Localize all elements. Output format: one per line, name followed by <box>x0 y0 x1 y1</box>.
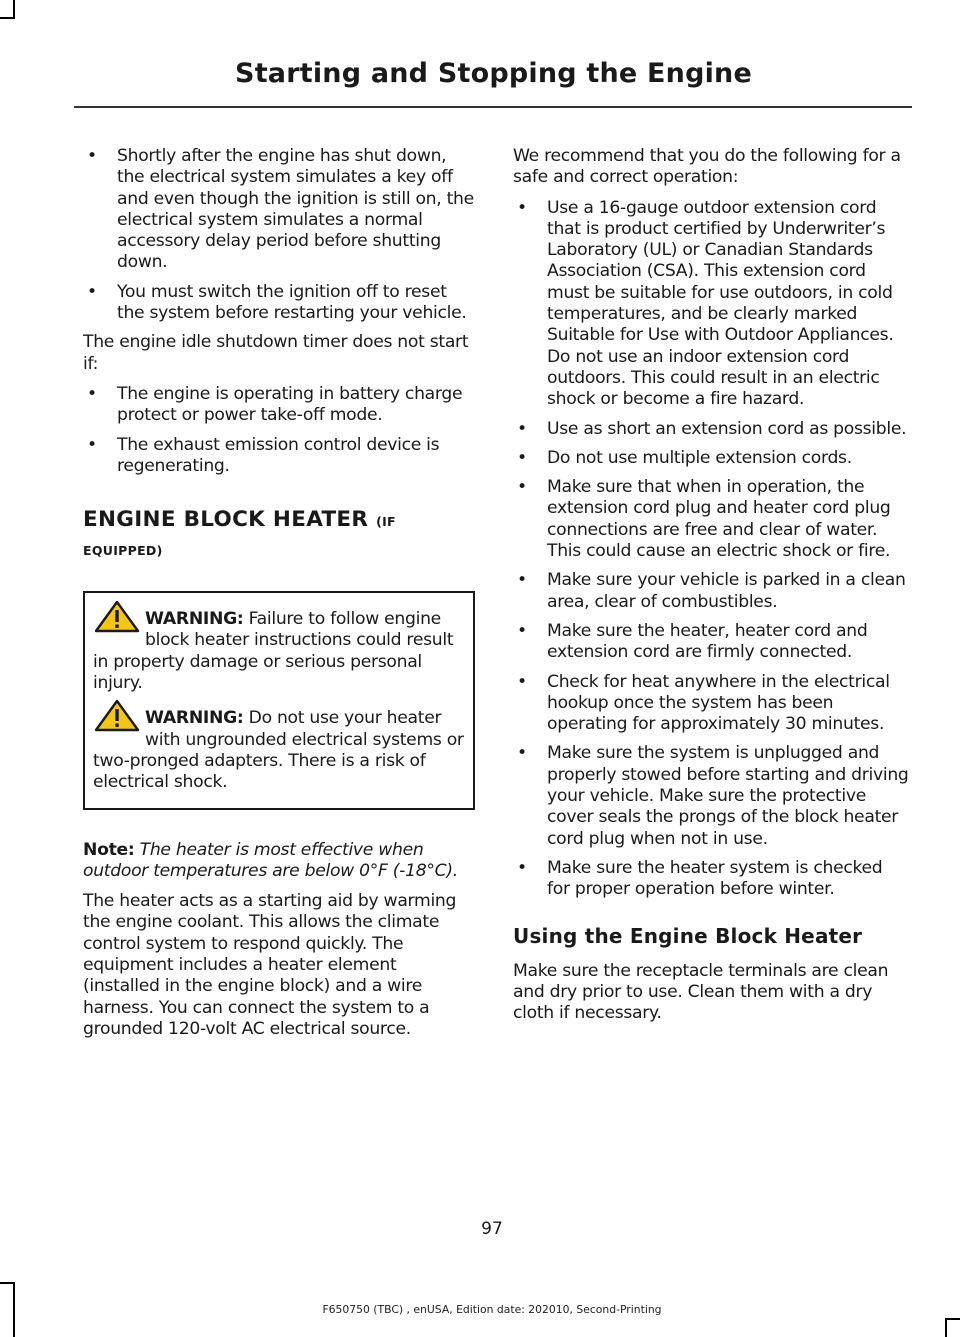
list-item <box>83 384 475 427</box>
list-item <box>83 146 475 274</box>
crop-mark-bottom-right-h <box>945 1318 960 1320</box>
bullet-marker: • <box>87 146 97 166</box>
section-heading-equipped: EQUIPPED) <box>83 543 163 559</box>
list-item-text: You must switch the ignition off to reset the system before restarting your vehicle. <box>117 281 467 324</box>
bullet-marker: • <box>517 418 527 439</box>
list-item-text: Make sure the heater system is checked for proper operation before winter. <box>547 857 883 900</box>
sub-heading: Using the Engine Block Heater <box>513 923 863 948</box>
list-item <box>83 435 475 478</box>
warning-label: WARNING: <box>145 609 244 630</box>
bullet-marker: • <box>517 671 527 692</box>
bullet-marker: • <box>517 477 527 498</box>
list-item <box>513 621 909 664</box>
list-item <box>513 570 909 613</box>
header-divider <box>74 106 912 108</box>
warning-box <box>83 591 475 809</box>
section-heading-main: ENGINE BLOCK HEATER <box>83 507 369 533</box>
warning-triangle-icon <box>93 599 141 633</box>
receptacle-paragraph: Make sure the receptacle terminals are clean and dry prior to use. Clean them with a dry cloth if necessary. <box>513 960 889 1024</box>
list-item-text: Do not use multiple extension cords. <box>547 447 852 468</box>
list-item <box>513 448 909 469</box>
bullet-marker: • <box>517 743 527 764</box>
list-item-text: Use as short an extension cord as possible. <box>547 418 907 439</box>
warning-text: Failure to follow engine block heater instructions could result in property damage or serious personal injury. <box>93 609 454 694</box>
list-item <box>83 282 475 325</box>
list-item-text: Make sure your vehicle is parked in a clean area, clear of combustibles. <box>547 570 906 612</box>
recommendation-intro-paragraph: We recommend that you do the following for a safe and correct operation: <box>513 146 901 188</box>
bullet-marker: • <box>517 857 527 878</box>
list-item-text: Check for heat anywhere in the electrical hookup once the system has been operating for approximately 30 minutes. <box>547 671 890 735</box>
recommendation-bullets <box>513 198 909 901</box>
heater-description-paragraph: The heater acts as a starting aid by warming the engine coolant. This allows the climate control system to respond quickly. The equipment includes a heater element (installed in the engine block) and a wire harness. You can connect the system to a grounded 120-volt AC electrical source. <box>83 891 457 1039</box>
list-item <box>513 198 909 411</box>
section-heading <box>83 507 475 535</box>
page-title: Starting and Stopping the Engine <box>235 58 752 89</box>
page-number: 97 <box>481 1219 503 1239</box>
list-item <box>513 743 909 849</box>
bullet-marker: • <box>87 383 97 404</box>
note-paragraph <box>83 840 475 883</box>
left-column <box>83 146 475 1049</box>
list-item <box>513 477 909 562</box>
crop-mark-top-left-v <box>13 0 15 18</box>
list-item <box>513 419 909 440</box>
list-item-text: Use a 16-gauge outdoor extension cord that is product certified by Underwriter’s Laboratory (UL) or Canadian Standards Association (CSA). This extension cord must be suitable for use outdoors, in cold temperatures, and be clearly marked Suitable for Use with Outdoor Appliances. Do not use an indoor extension cord outdoors. This could result in an electric shock or become a fire hazard. <box>547 197 894 410</box>
footer-edition: F650750 (TBC) , enUSA, Edition date: 202010, Second-Printing <box>322 1303 662 1316</box>
list-item-text: Make sure the heater, heater cord and extension cord are firmly connected. <box>547 620 868 663</box>
warning-label: WARNING: <box>145 708 244 729</box>
bullet-marker: • <box>517 447 527 468</box>
warning-text: Do not use your heater with ungrounded electrical systems or two-pronged adapters. There is a risk of electrical shock. <box>93 708 464 793</box>
bullet-marker: • <box>87 434 97 455</box>
list-item-text: Make sure the system is unplugged and properly stowed before starting and driving your vehicle. Make sure the protective cover seals the prongs of the block heater cord plug when not in use. <box>547 743 909 849</box>
timer-bullets <box>83 384 475 477</box>
crop-mark-bottom-right-v <box>945 1318 947 1337</box>
crop-mark-top-left-h <box>0 17 15 19</box>
right-column <box>513 146 909 1033</box>
note-label: Note: <box>83 839 135 860</box>
list-item-text: The exhaust emission control device is regenerating. <box>117 434 440 476</box>
list-item <box>513 858 909 901</box>
bullet-marker: • <box>87 281 97 302</box>
bullet-marker: • <box>517 197 527 218</box>
note-text: The heater is most effective when outdoor temperatures are below 0°F (-18°C). <box>83 839 458 881</box>
crop-mark-bottom-left-h <box>0 1282 15 1284</box>
warning-item <box>93 708 465 793</box>
list-item-text: The engine is operating in battery charge protect or power take-off mode. <box>117 383 463 426</box>
warning-triangle-icon <box>93 698 141 732</box>
warning-item <box>93 609 465 694</box>
section-heading-qualifier: (IF <box>376 514 396 530</box>
timer-intro-paragraph: The engine idle shutdown timer does not start if: <box>83 332 469 374</box>
list-item <box>513 672 909 736</box>
list-item-text: Shortly after the engine has shut down, the electrical system simulates a key off and even though the ignition is still on, the electrical system simulates a normal accessory delay period before shutting down. <box>117 146 474 273</box>
bullet-marker: • <box>517 620 527 641</box>
list-item-text: Make sure that when in operation, the extension cord plug and heater cord plug connections are free and clear of water. This could cause an electric shock or fire. <box>547 477 891 562</box>
bullet-marker: • <box>517 570 527 591</box>
shutdown-bullets <box>83 146 475 324</box>
